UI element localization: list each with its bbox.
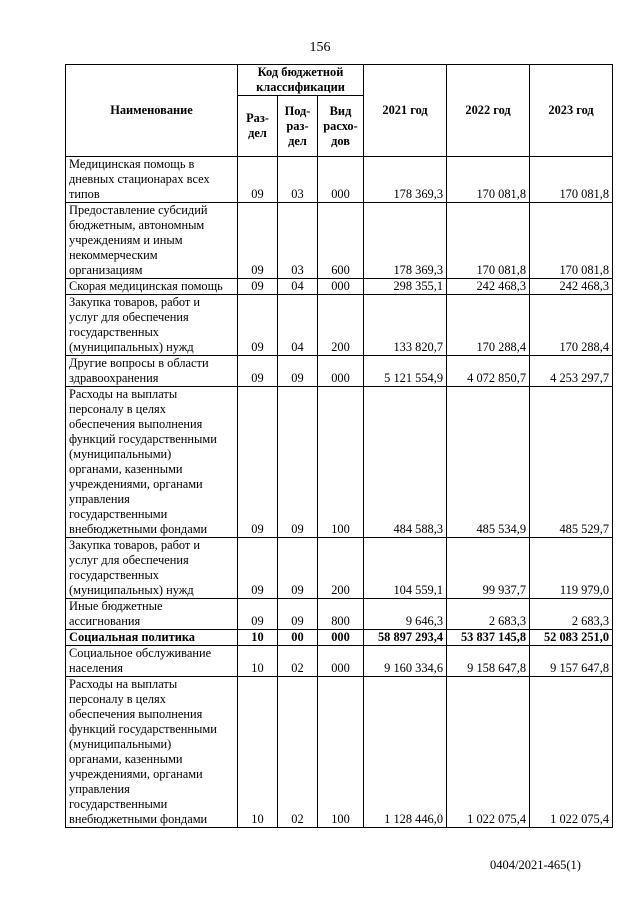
row-podrazdel: 09 [278,599,318,630]
row-2022: 170 081,8 [447,157,530,203]
row-name: Социальное обслуживание населения [66,646,238,677]
header-2022: 2022 год [447,65,530,157]
row-2022: 170 288,4 [447,295,530,356]
row-vid: 600 [318,203,364,279]
row-vid: 100 [318,387,364,538]
row-podrazdel: 02 [278,646,318,677]
document-code: 0404/2021-465(1) [490,858,581,872]
row-2022: 2 683,3 [447,599,530,630]
row-2022: 99 937,7 [447,538,530,599]
row-razdel: 10 [238,646,278,677]
table-row [66,599,613,630]
row-2023: 170 288,4 [530,295,613,356]
row-razdel: 09 [238,279,278,295]
row-name: Иные бюджетные ассигнования [66,599,238,630]
row-2022: 170 081,8 [447,203,530,279]
table-row [66,646,613,677]
row-vid: 000 [318,279,364,295]
row-razdel: 09 [238,356,278,387]
table-row [66,677,613,828]
row-razdel: 09 [238,538,278,599]
row-vid: 000 [318,356,364,387]
row-2022: 4 072 850,7 [447,356,530,387]
row-2023: 170 081,8 [530,203,613,279]
row-razdel: 10 [238,630,278,646]
table-row [66,157,613,203]
row-2022: 9 158 647,8 [447,646,530,677]
budget-table [65,64,613,828]
row-2022: 485 534,9 [447,387,530,538]
row-2021: 298 355,1 [364,279,447,295]
row-2021: 484 588,3 [364,387,447,538]
header-vid: Вид расхо- дов [318,96,364,157]
row-2023: 170 081,8 [530,157,613,203]
row-name: Расходы на выплаты персоналу в целях обеспечения выполнения функций государственными (муниципальными) органами, казенными учреждениями, органами управления государственными внебюджетными фондами [66,677,238,828]
row-2023: 119 979,0 [530,538,613,599]
row-2021: 9 646,3 [364,599,447,630]
header-name: Наименование [66,65,238,157]
table-row [66,356,613,387]
table-body [66,157,613,828]
table-row [66,387,613,538]
row-razdel: 10 [238,677,278,828]
row-2022: 53 837 145,8 [447,630,530,646]
row-podrazdel: 04 [278,279,318,295]
row-podrazdel: 03 [278,157,318,203]
row-2023: 52 083 251,0 [530,630,613,646]
row-name: Закупка товаров, работ и услуг для обеспечения государственных (муниципальных) нужд [66,295,238,356]
row-2021: 58 897 293,4 [364,630,447,646]
row-podrazdel: 09 [278,356,318,387]
row-2023: 485 529,7 [530,387,613,538]
table-row [66,279,613,295]
row-2022: 242 468,3 [447,279,530,295]
row-name: Медицинская помощь в дневных стационарах всех типов [66,157,238,203]
row-vid: 000 [318,630,364,646]
header-podrazdel: Под- раз- дел [278,96,318,157]
row-razdel: 09 [238,387,278,538]
table-row [66,538,613,599]
row-vid: 000 [318,157,364,203]
row-podrazdel: 09 [278,538,318,599]
row-name: Социальная политика [66,630,238,646]
row-vid: 000 [318,646,364,677]
row-2021: 1 128 446,0 [364,677,447,828]
row-vid: 800 [318,599,364,630]
row-razdel: 09 [238,203,278,279]
header-2023: 2023 год [530,65,613,157]
table-row [66,203,613,279]
row-razdel: 09 [238,157,278,203]
row-podrazdel: 09 [278,387,318,538]
row-vid: 200 [318,295,364,356]
row-2021: 133 820,7 [364,295,447,356]
page-number: 156 [309,40,331,55]
header-razdel: Раз- дел [238,96,278,157]
row-2023: 4 253 297,7 [530,356,613,387]
row-razdel: 09 [238,295,278,356]
row-vid: 100 [318,677,364,828]
row-2023: 2 683,3 [530,599,613,630]
row-2021: 9 160 334,6 [364,646,447,677]
row-vid: 200 [318,538,364,599]
row-2021: 104 559,1 [364,538,447,599]
row-podrazdel: 00 [278,630,318,646]
row-2023: 242 468,3 [530,279,613,295]
row-2023: 9 157 647,8 [530,646,613,677]
row-name: Скорая медицинская помощь [66,279,238,295]
row-razdel: 09 [238,599,278,630]
table-row [66,295,613,356]
row-name: Закупка товаров, работ и услуг для обеспечения государственных (муниципальных) нужд [66,538,238,599]
row-2022: 1 022 075,4 [447,677,530,828]
row-name: Другие вопросы в области здравоохранения [66,356,238,387]
row-podrazdel: 04 [278,295,318,356]
row-2021: 178 369,3 [364,203,447,279]
header-2021: 2021 год [364,65,447,157]
row-podrazdel: 03 [278,203,318,279]
row-podrazdel: 02 [278,677,318,828]
header-code-group: Код бюджетной классификации [238,65,364,96]
row-2021: 5 121 554,9 [364,356,447,387]
row-name: Предоставление субсидий бюджетным, автономным учреждениям и иным некоммерческим организациям [66,203,238,279]
row-name: Расходы на выплаты персоналу в целях обеспечения выполнения функций государственными (муниципальными) органами, казенными учреждениями, органами управления государственными внебюджетными фондами [66,387,238,538]
row-2023: 1 022 075,4 [530,677,613,828]
table-row [66,630,613,646]
row-2021: 178 369,3 [364,157,447,203]
